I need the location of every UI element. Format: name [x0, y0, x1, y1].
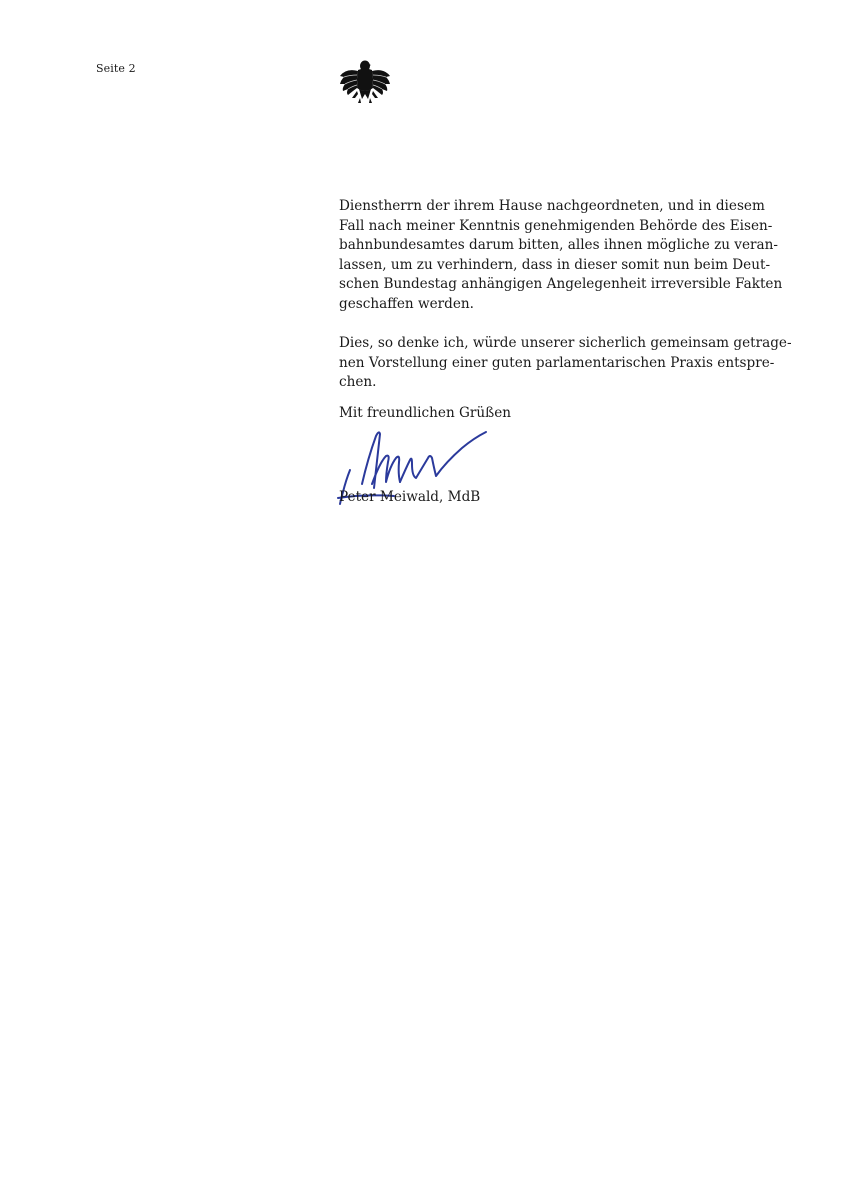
- text-line: Fall nach meiner Kenntnis genehmigenden Behörde des Eisen-: [339, 217, 773, 234]
- text-line: chen.: [339, 374, 377, 391]
- paragraph-1: [339, 197, 783, 315]
- paragraph-2: [339, 334, 792, 393]
- text-line: Dienstherrn der ihrem Hause nachgeordneten, und in diesem: [339, 198, 765, 214]
- text-line: schen Bundestag anhängigen Angelegenheit irreversible Fakten: [339, 276, 783, 293]
- closing-salutation: Mit freundlichen Grüßen: [339, 405, 512, 421]
- signer-name: Peter Meiwald, MdB: [339, 489, 481, 505]
- text-line: Dies, so denke ich, würde unserer sicherlich gemeinsam getrage-: [339, 335, 792, 352]
- text-line: lassen, um zu verhindern, dass in dieser somit nun beim Deut-: [339, 256, 771, 273]
- letter-body: [339, 197, 792, 393]
- text-line: nen Vorstellung einer guten parlamentarischen Praxis entspre-: [339, 354, 775, 371]
- paragraph-spacer: [339, 315, 779, 335]
- text-line: geschaffen werden.: [339, 295, 474, 312]
- text-line: bahnbundesamtes darum bitten, alles ihnen mögliche zu veran-: [339, 237, 778, 254]
- bundestag-eagle-icon: [338, 58, 392, 104]
- page-number: Seite 2: [96, 62, 136, 75]
